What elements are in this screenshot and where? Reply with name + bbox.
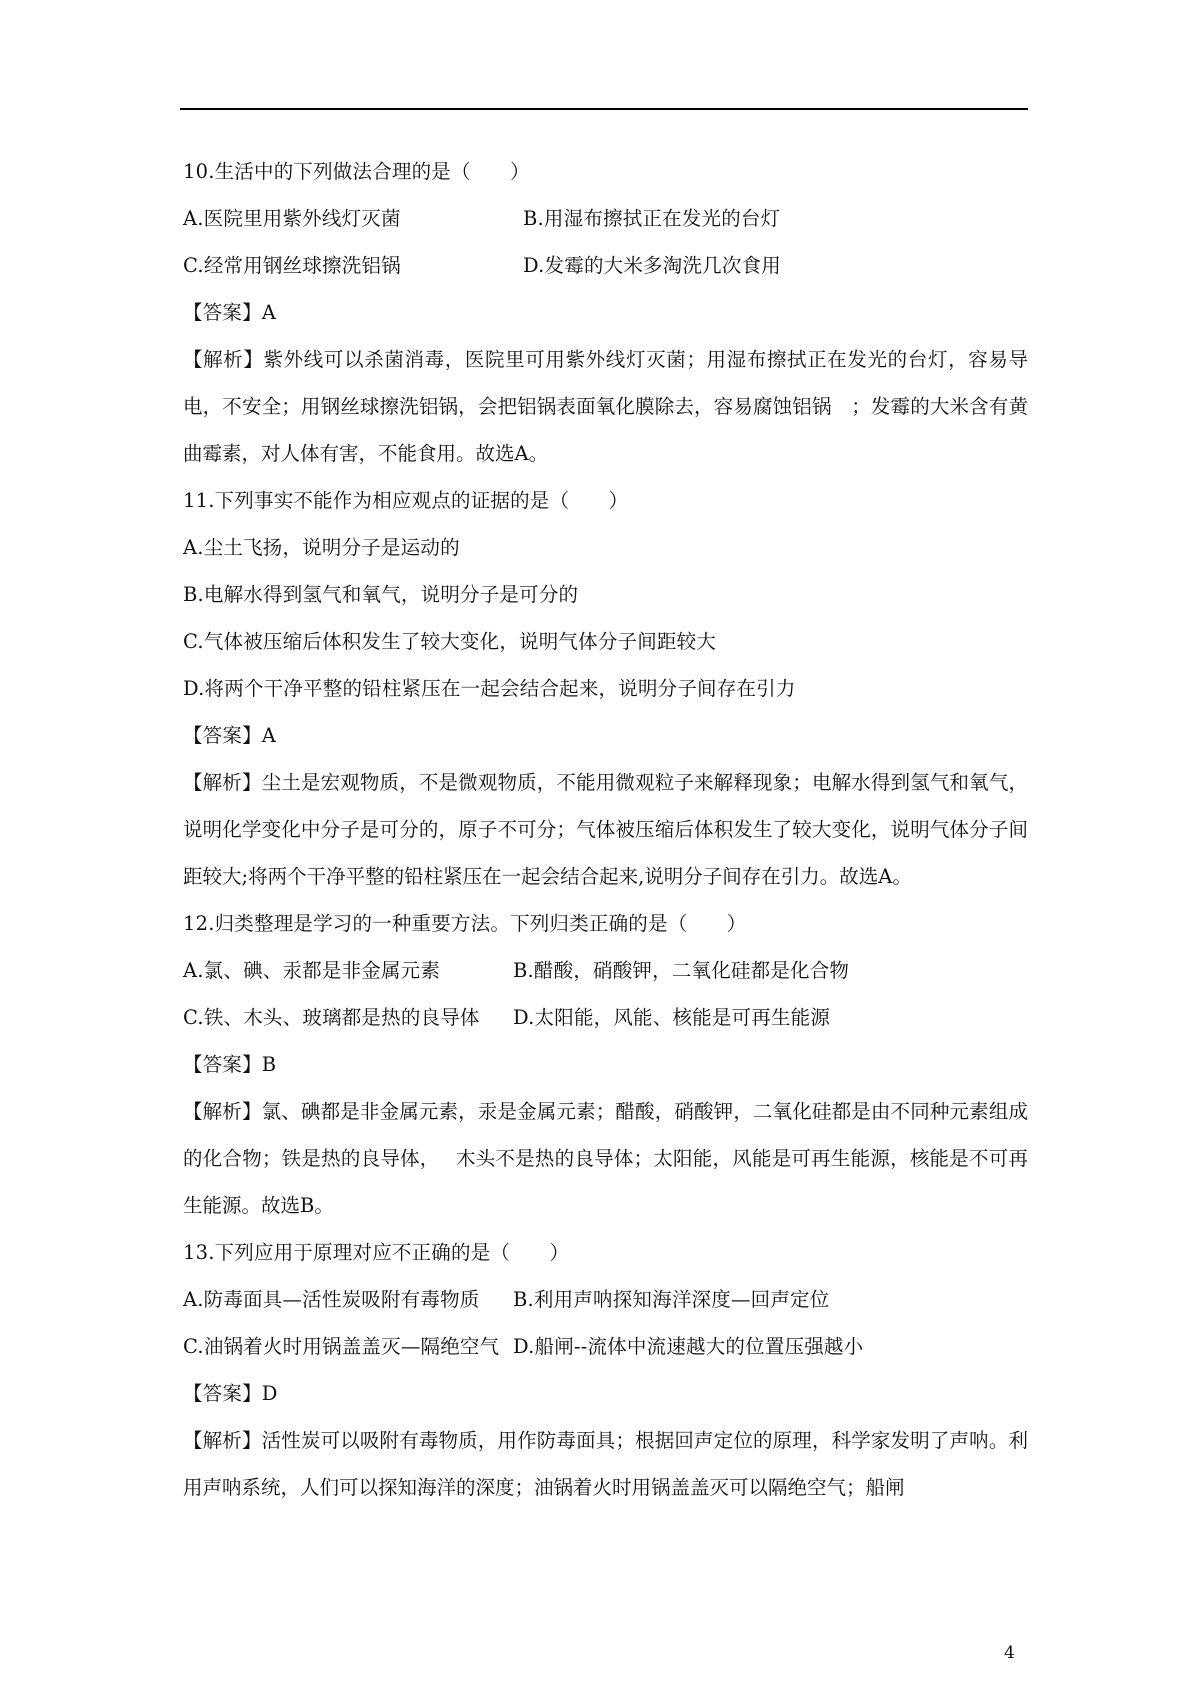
q11-option-b: B.电解水得到氢气和氧气，说明分子是可分的: [183, 583, 579, 606]
q12-analysis: 【解析】氯、碘都是非金属元素，汞是金属元素；醋酸，硝酸钾，二氧化硅都是由不同种元素组成的化合物；铁是热的良导体， 木头不是热的良导体；太阳能，风能是可再生能源，核能是不可再生能源。故选B。: [183, 1100, 1028, 1217]
q11-answer: 【答案】A: [183, 724, 277, 747]
q13-option-a: A.防毒面具—活性炭吸附有毒物质: [183, 1288, 480, 1311]
q10-option-d: D.发霉的大米多淘洗几次食用: [523, 254, 781, 277]
q11-analysis: 【解析】尘土是宏观物质，不是微观物质，不能用微观粒子来解释现象；电解水得到氢气和氧气，说明化学变化中分子是可分的，原子不可分；气体被压缩后体积发生了较大变化，说明气体分子间距较大;将两个干净平整的铅柱紧压在一起会结合起来,说明分子间存在引力。故选A。: [183, 771, 1028, 888]
q12-options-row-1: [183, 947, 1028, 994]
q11-option-c: C.气体被压缩后体积发生了较大变化，说明气体分子间距较大: [183, 630, 717, 653]
q13-stem: 13.下列应用于原理对应不正确的是（ ）: [183, 1241, 570, 1264]
q13-option-b: B.利用声呐探知海洋深度—回声定位: [513, 1288, 830, 1311]
q12-answer: 【答案】B: [183, 1053, 277, 1076]
q10-options-row-2: [183, 242, 1028, 289]
q10-stem: 10.生活中的下列做法合理的是（ ）: [183, 160, 530, 183]
q10-answer: 【答案】A: [183, 301, 277, 324]
page-content: [183, 148, 1028, 1511]
q12-option-d: D.太阳能，风能、核能是可再生能源: [513, 1006, 831, 1029]
q12-options-row-2: [183, 994, 1028, 1041]
q11-stem: 11.下列事实不能作为相应观点的证据的是（ ）: [183, 489, 629, 512]
q13-options-row-1: [183, 1276, 1028, 1323]
q13-options-row-2: [183, 1323, 1028, 1370]
q13-option-d: D.船闸--流体中流速越大的位置压强越小: [513, 1335, 864, 1358]
header-rule: [180, 108, 1028, 110]
q11-option-d: D.将两个干净平整的铅柱紧压在一起会结合起来，说明分子间存在引力: [183, 677, 796, 700]
q13-analysis: 【解析】活性炭可以吸附有毒物质，用作防毒面具；根据回声定位的原理，科学家发明了声呐。利用声呐系统，人们可以探知海洋的深度；油锅着火时用锅盖盖灭可以隔绝空气；船闸: [183, 1429, 1028, 1499]
q12-option-b: B.醋酸，硝酸钾，二氧化硅都是化合物: [513, 959, 850, 982]
q10-option-c: C.经常用钢丝球擦洗铝锅: [183, 254, 401, 277]
q12-option-a: A.氯、碘、汞都是非金属元素: [183, 959, 441, 982]
q11-option-a: A.尘土飞扬，说明分子是运动的: [183, 536, 460, 559]
q10-options-row-1: [183, 195, 1028, 242]
q13-answer: 【答案】D: [183, 1382, 278, 1405]
q10-option-b: B.用湿布擦拭正在发光的台灯: [523, 207, 781, 230]
q12-option-c: C.铁、木头、玻璃都是热的良导体: [183, 1006, 480, 1029]
page-number: 4: [1004, 1643, 1015, 1663]
q12-stem: 12.归类整理是学习的一种重要方法。下列归类正确的是（ ）: [183, 912, 747, 935]
q13-option-c: C.油锅着火时用锅盖盖灭—隔绝空气: [183, 1335, 500, 1358]
q10-analysis: 【解析】紫外线可以杀菌消毒，医院里可用紫外线灯灭菌；用湿布擦拭正在发光的台灯，容易导电，不安全；用钢丝球擦洗铝锅，会把铝锅表面氧化膜除去，容易腐蚀铝锅 ；发霉的大米含有黄曲霉素，对人体有害，不能食用。故选A。: [183, 348, 1028, 465]
q10-option-a: A.医院里用紫外线灯灭菌: [183, 207, 401, 230]
